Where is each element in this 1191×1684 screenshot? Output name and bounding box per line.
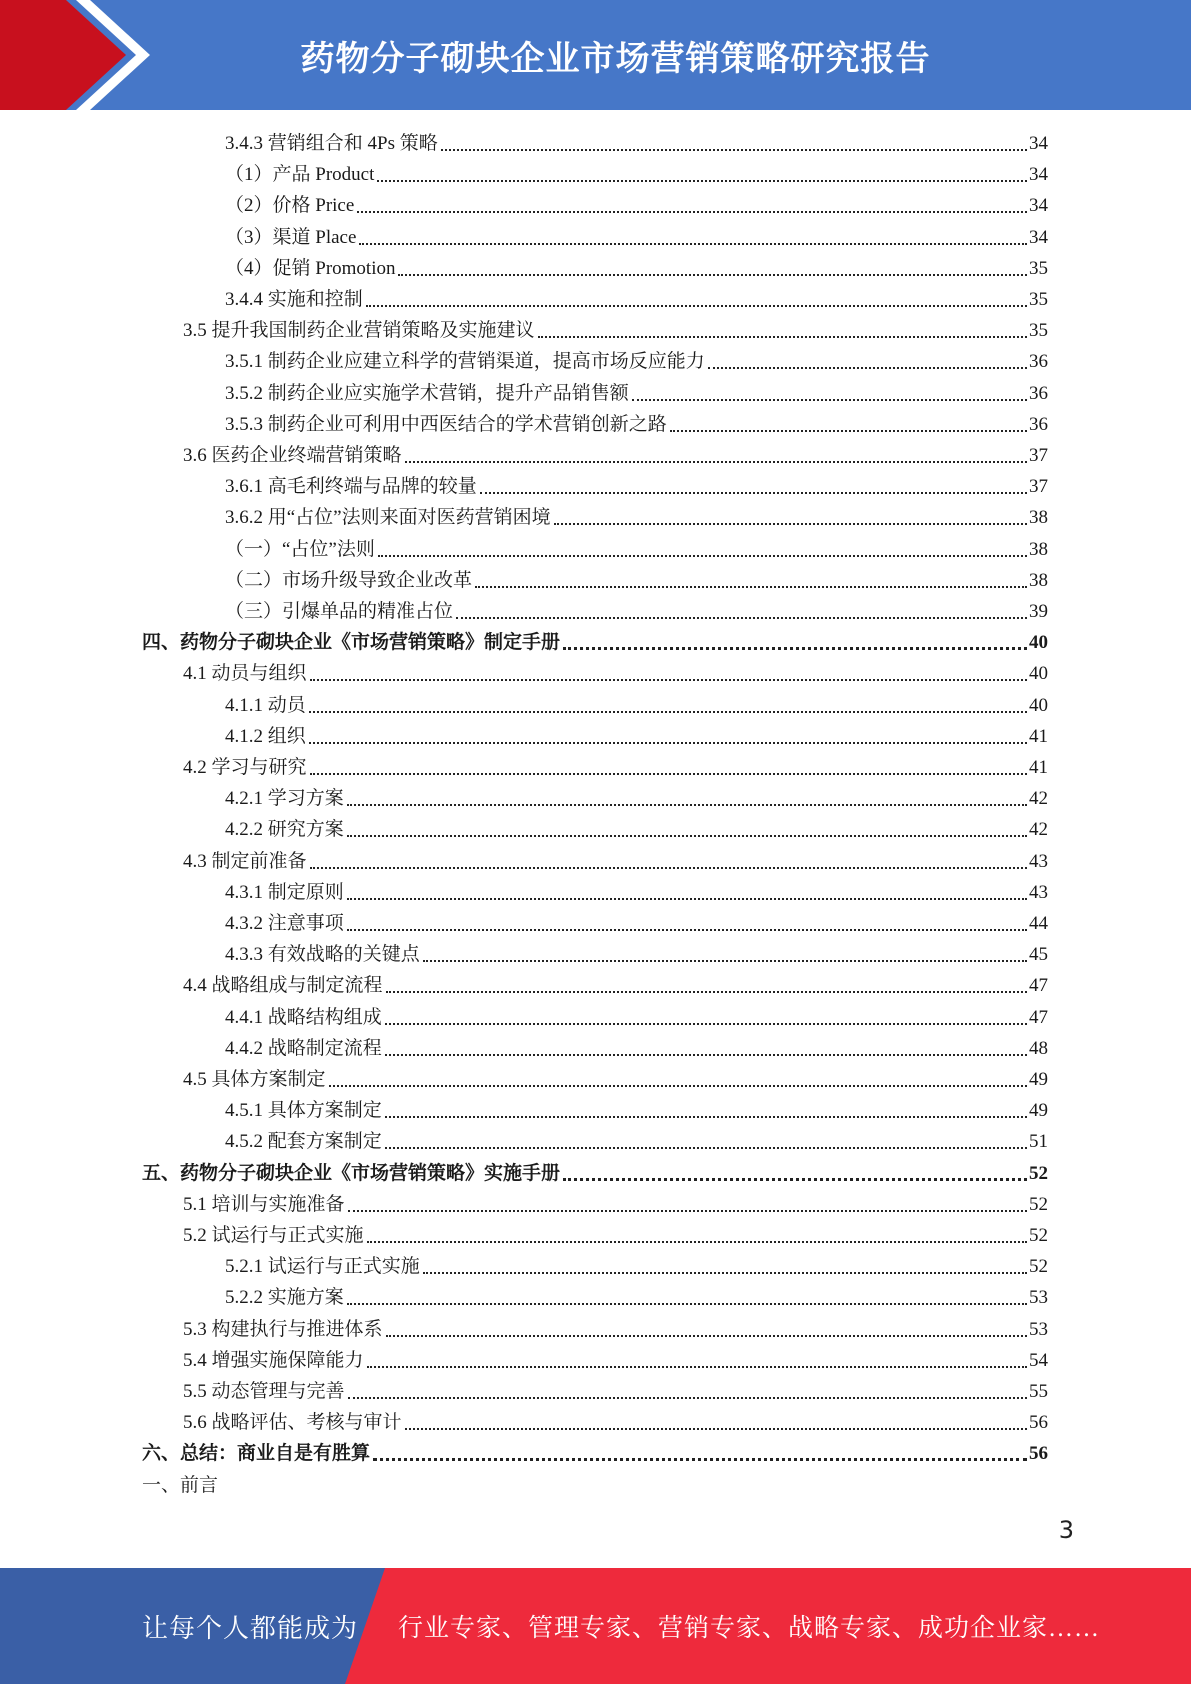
footer-slogan: 让每个人都能成为 (142, 1613, 359, 1643)
toc-entry-page: 43 (1029, 881, 1048, 903)
toc-entry-page: 36 (1029, 382, 1048, 404)
toc-entry[interactable] (225, 190, 1048, 221)
toc-entry[interactable] (225, 783, 1048, 814)
toc-entry-page: 38 (1029, 538, 1048, 560)
toc-leader-dots (632, 399, 1027, 401)
toc-entry[interactable] (183, 1345, 1048, 1376)
toc-leader-dots (405, 1428, 1027, 1430)
toc-entry-title: 4.5.1 具体方案制定 (225, 1100, 382, 1122)
toc-entry-title: 3.5 提升我国制药企业营销策略及实施建议 (183, 320, 535, 342)
toc-entry-page: 38 (1029, 507, 1048, 529)
toc-entry-page: 34 (1029, 164, 1048, 186)
toc-entry-title: 4.3.1 制定原则 (225, 881, 344, 903)
toc-entry[interactable] (225, 378, 1048, 409)
toc-entry-title: 5.2 试运行与正式实施 (183, 1225, 364, 1246)
toc-entry-page: 36 (1029, 413, 1048, 435)
toc-entry-page: 42 (1029, 819, 1048, 841)
toc-entry[interactable] (225, 128, 1048, 159)
toc-entry-page: 52 (1029, 1256, 1048, 1278)
page-footer (0, 1568, 1191, 1684)
toc-entry[interactable] (225, 1095, 1048, 1126)
toc-entry[interactable] (142, 1158, 1048, 1189)
toc-leader-dots (367, 1241, 1027, 1243)
toc-entry[interactable] (225, 471, 1048, 502)
toc-entry[interactable] (225, 565, 1048, 596)
toc-entry[interactable] (225, 877, 1048, 908)
toc-leader-dots (563, 647, 1027, 650)
toc-entry-title: 四、药物分子砌块企业《市场营销策略》制定手册 (142, 632, 561, 654)
toc-leader-dots (347, 898, 1027, 900)
toc-entry[interactable] (225, 1033, 1048, 1064)
toc-entry-title: （1）产品 Product (225, 164, 375, 186)
toc-leader-dots (347, 835, 1027, 837)
toc-entry[interactable] (225, 721, 1048, 752)
toc-entry-page: 39 (1029, 601, 1048, 622)
toc-entry-page: 44 (1029, 913, 1048, 934)
toc-entry[interactable] (225, 1251, 1048, 1282)
toc-entry-page: 40 (1029, 663, 1048, 685)
toc-entry-title: 4.5 具体方案制定 (183, 1069, 326, 1090)
toc-entry-page: 56 (1029, 1443, 1048, 1465)
toc-leader-dots (367, 1366, 1027, 1368)
toc-entry[interactable] (225, 222, 1048, 253)
toc-entry[interactable] (183, 1407, 1048, 1438)
toc-leader-dots (348, 1397, 1027, 1399)
toc-entry[interactable] (225, 596, 1048, 627)
toc-entry-title: 4.3.2 注意事项 (225, 913, 344, 934)
toc-entry-title: 六、总结：商业自是有胜算 (142, 1443, 371, 1465)
toc-entry-title: 5.1 培训与实施准备 (183, 1193, 345, 1215)
toc-entry[interactable] (225, 346, 1048, 377)
toc-entry-title: 3.4.3 营销组合和 4Ps 策略 (225, 133, 438, 154)
toc-entry-page: 42 (1029, 788, 1048, 810)
toc-entry-title: 4.1.1 动员 (225, 694, 306, 716)
toc-entry[interactable] (183, 440, 1048, 471)
toc-entry-page: 49 (1029, 1069, 1048, 1090)
toc-leader-dots (423, 1272, 1027, 1274)
toc-leader-dots (347, 804, 1027, 806)
toc-entry-page: 41 (1029, 725, 1048, 747)
toc-entry[interactable] (225, 1282, 1048, 1313)
toc-entry-title: 4.3.3 有效战略的关键点 (225, 944, 420, 966)
toc-leader-dots (386, 1335, 1027, 1337)
toc-entry[interactable] (183, 658, 1048, 689)
toc-leader-dots (357, 211, 1027, 213)
toc-entry-title: 3.6.1 高毛利终端与品牌的较量 (225, 476, 477, 498)
toc-entry[interactable] (183, 1064, 1048, 1095)
toc-leader-dots (554, 523, 1027, 525)
toc-leader-dots (385, 1116, 1027, 1118)
toc-entry-title: 4.2.1 学习方案 (225, 788, 344, 810)
toc-leader-dots (441, 149, 1027, 151)
toc-entry-title: 3.6 医药企业终端营销策略 (183, 445, 402, 466)
toc-leader-dots (456, 617, 1027, 619)
toc-entry[interactable] (225, 690, 1048, 721)
page-number: 3 (1058, 1516, 1074, 1544)
toc-entry-title: 一、前言 (142, 1474, 219, 1496)
toc-leader-dots (480, 492, 1027, 494)
toc-leader-dots (348, 1210, 1027, 1212)
toc-entry-title: 3.6.2 用“占位”法则来面对医药营销困境 (225, 507, 551, 529)
toc-entry[interactable] (225, 1126, 1048, 1157)
toc-entry[interactable] (142, 1470, 218, 1501)
toc-entry-page: 35 (1029, 257, 1048, 279)
toc-entry[interactable] (183, 1189, 1048, 1220)
toc-entry-page: 37 (1029, 476, 1048, 498)
document-title: 药物分子砌块企业市场营销策略研究报告 (300, 38, 931, 79)
toc-entry-page: 53 (1029, 1287, 1048, 1309)
toc-entry-title: 4.3 制定前准备 (183, 850, 307, 872)
toc-entry-title: 5.3 构建执行与推进体系 (183, 1318, 383, 1340)
toc-entry[interactable] (225, 908, 1048, 939)
toc-entry-page: 52 (1029, 1162, 1048, 1184)
toc-entry-title: 4.5.2 配套方案制定 (225, 1131, 382, 1153)
toc-leader-dots (563, 1178, 1027, 1181)
toc-entry-title: （4）促销 Promotion (225, 257, 396, 279)
toc-entry[interactable] (142, 1438, 1048, 1469)
page-header (0, 0, 1191, 110)
toc-entry-title: 4.4 战略组成与制定流程 (183, 975, 383, 997)
toc-entry[interactable] (225, 1002, 1048, 1033)
toc-entry-title: 4.4.1 战略结构组成 (225, 1006, 382, 1028)
toc-entry-page: 48 (1029, 1037, 1048, 1059)
toc-leader-dots (708, 367, 1027, 369)
toc-entry[interactable] (225, 284, 1048, 315)
header-red-arrow-icon (0, 0, 150, 110)
toc-leader-dots (398, 274, 1027, 276)
toc-entry[interactable] (225, 502, 1048, 533)
toc-leader-dots (670, 430, 1027, 432)
toc-entry-page: 53 (1029, 1318, 1048, 1340)
toc-entry[interactable] (183, 846, 1048, 877)
footer-roles: 行业专家、管理专家、营销专家、战略专家、成功企业家…… (398, 1615, 1101, 1642)
toc-leader-dots (385, 1023, 1027, 1025)
toc-entry-title: 4.2 学习与研究 (183, 757, 307, 778)
toc-entry[interactable] (142, 627, 1048, 658)
toc-leader-dots (366, 305, 1027, 307)
toc-leader-dots (378, 555, 1027, 557)
toc-entry-title: （二）市场升级导致企业改革 (225, 569, 473, 591)
toc-entry-page: 51 (1029, 1131, 1048, 1153)
toc-entry[interactable] (183, 1220, 1048, 1251)
toc-entry-page: 52 (1029, 1225, 1048, 1246)
toc-entry[interactable] (183, 1376, 1048, 1407)
toc-entry-page: 34 (1029, 226, 1048, 248)
toc-leader-dots (347, 1303, 1027, 1305)
toc-entry-page: 34 (1029, 195, 1048, 217)
toc-leader-dots (373, 1458, 1027, 1461)
toc-entry-page: 35 (1029, 320, 1048, 342)
toc-leader-dots (310, 773, 1027, 775)
toc-entry-page: 56 (1029, 1412, 1048, 1434)
toc-entry-title: 3.5.1 制药企业应建立科学的营销渠道，提高市场反应能力 (225, 351, 705, 373)
toc-entry-page: 49 (1029, 1100, 1048, 1122)
toc-entry-page: 47 (1029, 975, 1048, 997)
toc-entry-page: 35 (1029, 289, 1048, 310)
toc-entry-page: 34 (1029, 133, 1048, 154)
toc-leader-dots (329, 1085, 1027, 1087)
toc-entry-title: 4.4.2 战略制定流程 (225, 1037, 382, 1059)
toc-entry-title: 5.4 增强实施保障能力 (183, 1349, 364, 1371)
toc-entry-title: 3.4.4 实施和控制 (225, 289, 363, 310)
toc-leader-dots (347, 929, 1027, 931)
toc-entry-page: 43 (1029, 850, 1048, 872)
toc-entry-page: 40 (1029, 694, 1048, 716)
toc-leader-dots (377, 180, 1027, 182)
toc-entry-title: （2）价格 Price (225, 195, 355, 217)
toc-entry[interactable] (225, 939, 1048, 970)
toc-leader-dots (423, 960, 1027, 962)
toc-entry-title: 4.2.2 研究方案 (225, 819, 344, 841)
toc-entry-page: 45 (1029, 944, 1048, 966)
toc-entry-page: 52 (1029, 1193, 1048, 1215)
toc-entry[interactable] (183, 970, 1048, 1001)
toc-leader-dots (386, 991, 1027, 993)
toc-leader-dots (310, 867, 1027, 869)
toc-entry-page: 38 (1029, 569, 1048, 591)
toc-entry[interactable] (183, 1314, 1048, 1345)
toc-entry[interactable] (225, 159, 1048, 190)
toc-entry-title: 3.5.2 制药企业应实施学术营销，提升产品销售额 (225, 382, 629, 404)
toc-entry-title: 3.5.3 制药企业可利用中西医结合的学术营销创新之路 (225, 413, 667, 435)
toc-leader-dots (385, 1147, 1027, 1149)
toc-entry-title: 5.5 动态管理与完善 (183, 1381, 345, 1402)
toc-entry[interactable] (183, 315, 1048, 346)
toc-entry[interactable] (225, 409, 1048, 440)
toc-entry-title: 4.1 动员与组织 (183, 663, 307, 685)
toc-leader-dots (385, 1054, 1027, 1056)
toc-entry-page: 47 (1029, 1006, 1048, 1028)
toc-entry-title: 5.2.1 试运行与正式实施 (225, 1256, 420, 1278)
toc-leader-dots (475, 586, 1027, 588)
toc-entry-page: 41 (1029, 757, 1048, 778)
toc-entry[interactable] (225, 253, 1048, 284)
toc-entry-title: （一）“占位”法则 (225, 538, 375, 560)
toc-entry-title: 5.6 战略评估、考核与审计 (183, 1412, 402, 1434)
toc-entry-page: 55 (1029, 1381, 1048, 1402)
toc-leader-dots (310, 679, 1027, 681)
toc-leader-dots (309, 742, 1027, 744)
toc-entry-page: 54 (1029, 1349, 1048, 1371)
toc-entry-page: 37 (1029, 445, 1048, 466)
toc-leader-dots (405, 461, 1027, 463)
toc-entry-title: （3）渠道 Place (225, 226, 357, 248)
toc-entry[interactable] (183, 752, 1048, 783)
toc-entry-title: 5.2.2 实施方案 (225, 1287, 344, 1309)
toc-entry-title: 4.1.2 组织 (225, 725, 306, 747)
toc-entry[interactable] (225, 814, 1048, 845)
toc-leader-dots (538, 336, 1027, 338)
toc-entry-page: 36 (1029, 351, 1048, 373)
toc-entry-title: 五、药物分子砌块企业《市场营销策略》实施手册 (142, 1162, 561, 1184)
toc-leader-dots (359, 243, 1027, 245)
toc-leader-dots (309, 711, 1027, 713)
toc-entry[interactable] (225, 534, 1048, 565)
toc-entry-page: 40 (1029, 632, 1048, 654)
toc-entry-title: （三）引爆单品的精准占位 (225, 601, 454, 622)
